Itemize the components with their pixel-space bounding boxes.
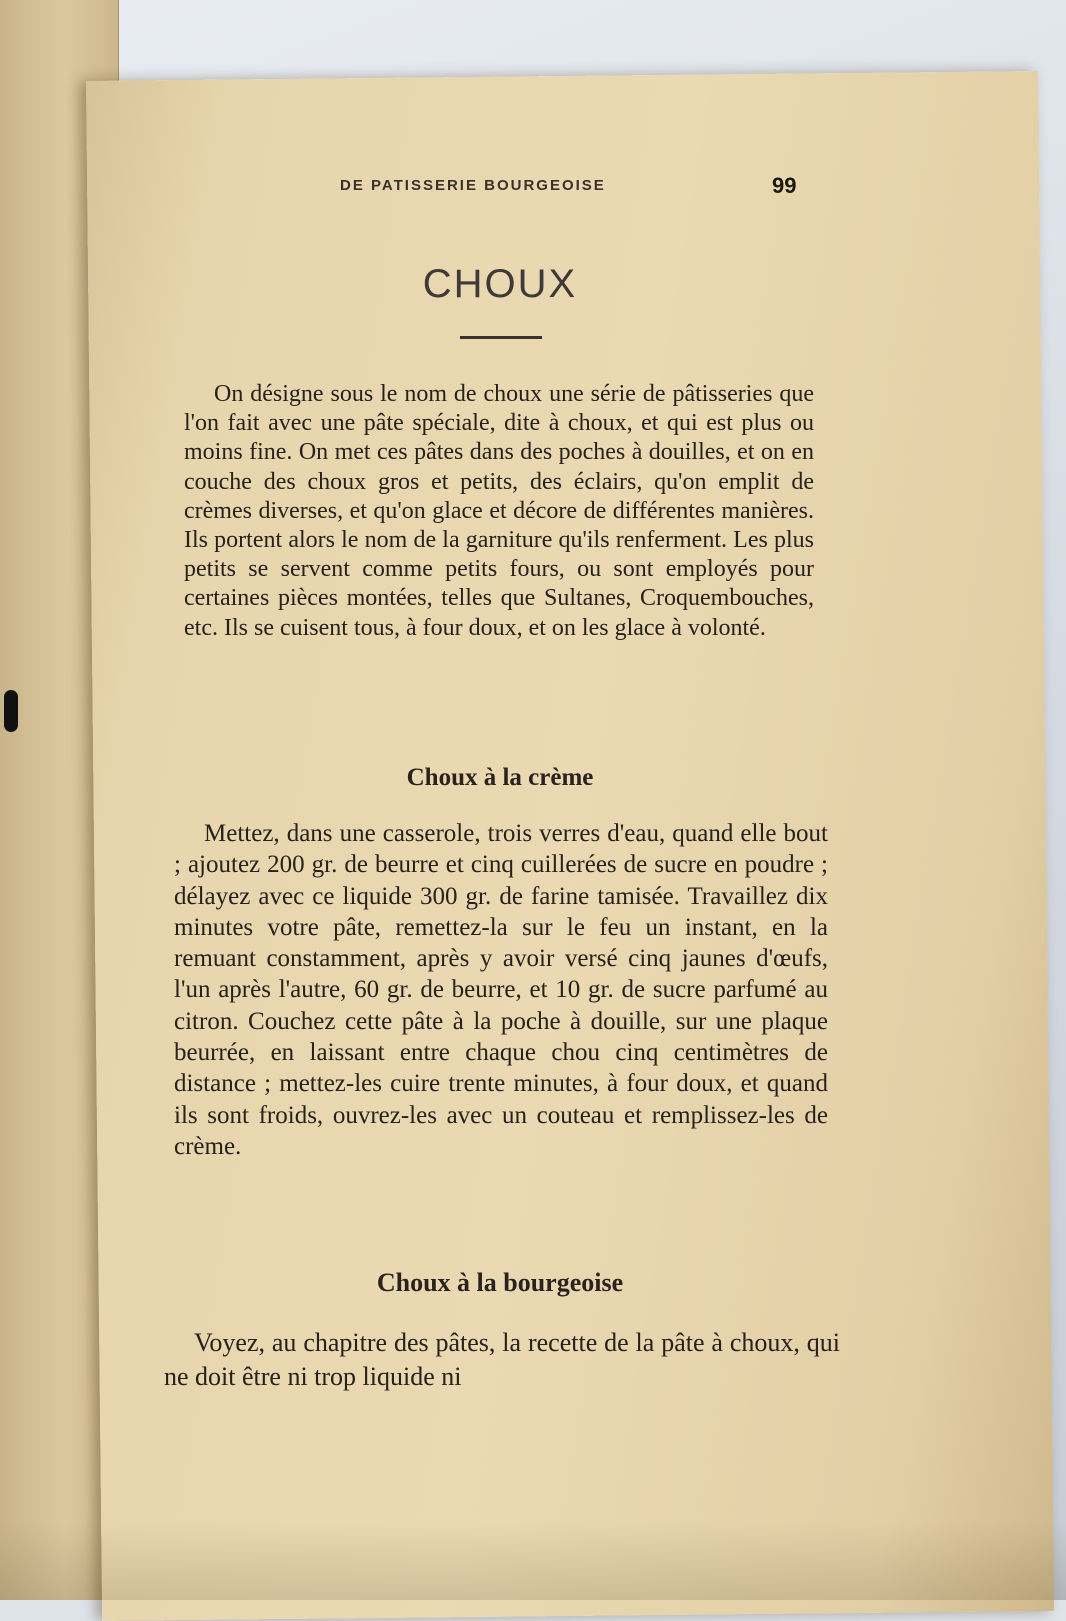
recipe-heading-bourgeoise: Choux à la bourgeoise <box>376 1268 624 1297</box>
recipe-heading-creme: Choux à la crème <box>406 764 594 791</box>
running-head <box>340 175 820 199</box>
recipe-text-bourgeoise: Voyez, au chapitre des pâtes, la recette de la pâte à choux, qui ne doit être ni trop liquide ni <box>164 1328 840 1391</box>
title-rule <box>460 336 542 339</box>
intro-paragraph: On désigne sous le nom de choux une série de pâtisseries que l'on fait avec une pâte spéciale, dite à choux, et qui est plus ou moins fine. On met ces pâtes dans des poches à douilles, et on en couche des choux gros et petits, des éclairs, qu'on emplit de crèmes diverses, et qu'on glace et décore de différentes manières. Ils portent alors le nom de la garniture qu'ils renferment. Les plus petits se servent comme petits fours, ou sont employés pour certaines pièces montées, telles que Sultanes, Croquembouches, etc. Ils se cuisent tous, à four doux, et on les glace à volonté. <box>184 381 814 641</box>
recipe-text-creme: Mettez, dans une casserole, trois verres d'eau, quand elle bout ; ajoutez 200 gr. de beurre et cinq cuillerées de sucre en poudre ; délayez avec ce liquide 300 gr. de farine tamisée. Travaillez dix minutes votre pâte, remettez-la sur le feu un instant, en la remuant constamment, après y avoir versé cinq jaunes d'œufs, l'un après l'autre, 60 gr. de beurre, et 10 gr. de sucre parfumé au citron. Couchez cette pâte à la poche à douille, sur une plaque beurrée, en laissant entre chaque chou cinq centimètres de distance ; mettez-les cuire trente minutes, à four doux, et quand ils sont froids, ouvrez-les avec un couteau et remplissez-les de crème. <box>174 820 828 1160</box>
chapter-title: CHOUX <box>422 262 578 306</box>
running-head-title: DE PATISSERIE BOURGEOISE <box>340 177 606 194</box>
page-shadow <box>0 1520 1066 1600</box>
ink-blot <box>4 690 18 732</box>
page-number: 99 <box>772 173 797 198</box>
